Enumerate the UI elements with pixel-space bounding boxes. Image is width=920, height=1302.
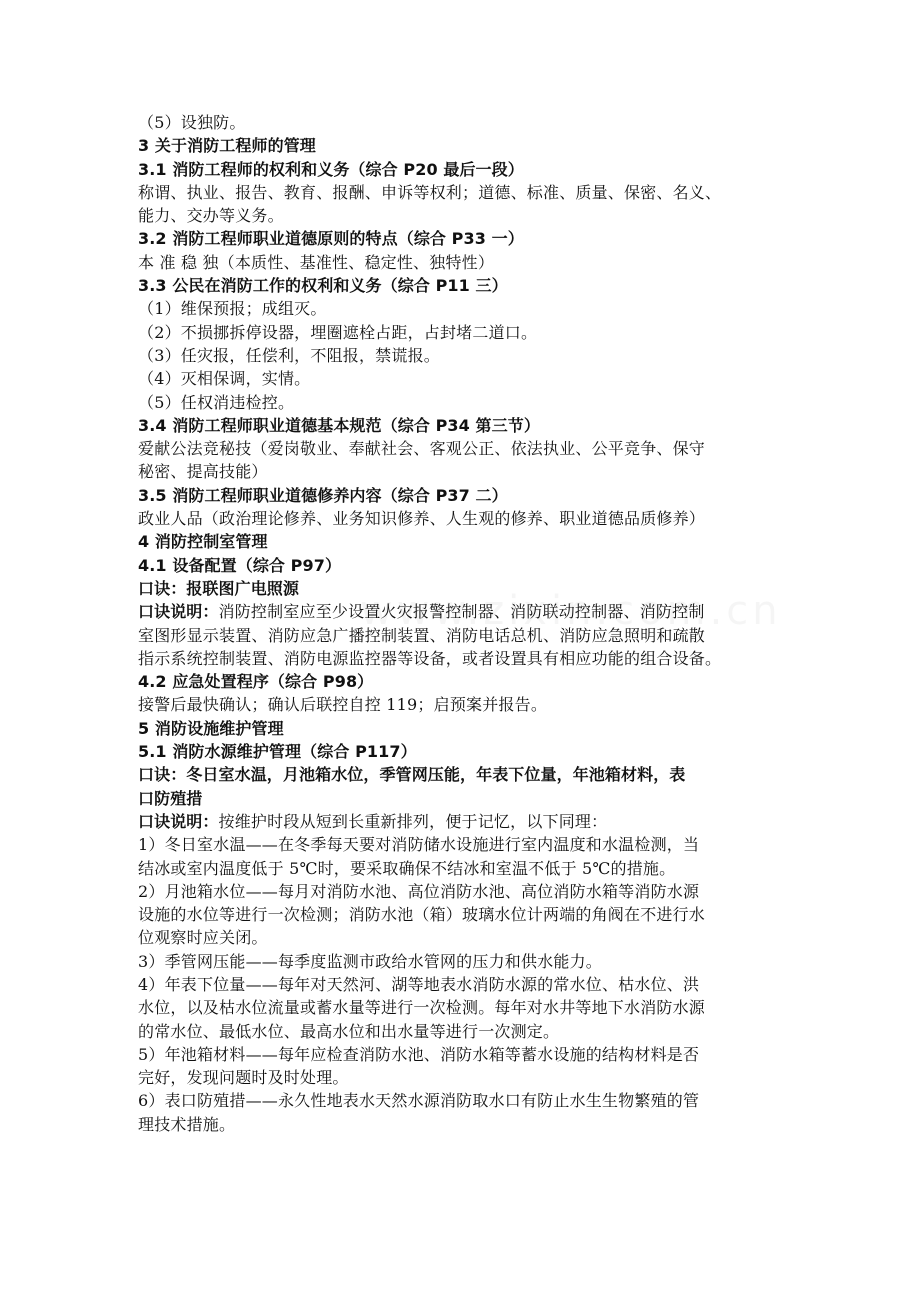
list-item: （5）任权消违检控。 bbox=[138, 392, 295, 412]
list-item: 2）月池箱水位——每月对消防水池、高位消防水池、高位消防水箱等消防水源 bbox=[138, 881, 700, 901]
paragraph-line: 理技术措施。 bbox=[138, 1114, 236, 1134]
paragraph-line: 水位，以及枯水位流量或蓄水量等进行一次检测。每年对水井等地下水消防水源 bbox=[138, 998, 706, 1018]
paragraph-line bbox=[138, 600, 784, 623]
list-item: （2）不损挪拆停设器，埋圈遮栓占距，占封堵二道口。 bbox=[138, 322, 538, 342]
list-item: 5）年池箱材料——每年应检查消防水池、消防水箱等蓄水设施的结构材料是否 bbox=[138, 1044, 700, 1064]
paragraph-line bbox=[138, 810, 784, 833]
subsection-heading: 3.4 消防工程师职业道德基本规范（综合 P34 第三节） bbox=[138, 415, 540, 435]
subsection-heading: 3.3 公民在消防工作的权利和义务（综合 P11 三） bbox=[138, 276, 508, 296]
paragraph-line: 本 准 稳 独（本质性、基准性、稳定性、独特性） bbox=[138, 252, 495, 272]
subsection-heading: 3.5 消防工程师职业道德修养内容（综合 P37 二） bbox=[138, 485, 508, 505]
subsection-heading: 4.2 应急处置程序（综合 P98） bbox=[138, 672, 374, 692]
paragraph-line: 设施的水位等进行一次检测；消防水池（箱）玻璃水位计两端的角阀在不进行水 bbox=[138, 905, 706, 925]
paragraph-text: 消防控制室应至少设置火灾报警控制器、消防联动控制器、消防控制 bbox=[218, 602, 705, 622]
list-item: 4）年表下位量——每年对天然河、湖等地表水消防水源的常水位、枯水位、洪 bbox=[138, 974, 700, 994]
paragraph-line: 指示系统控制装置、消防电源监控器等设备，或者设置具有相应功能的组合设备。 bbox=[138, 648, 722, 668]
section-heading: 4 消防控制室管理 bbox=[138, 532, 268, 552]
paragraph-line: 秘密、提高技能） bbox=[138, 462, 268, 482]
mnemonic-line: 口诀：报联图广电照源 bbox=[138, 578, 300, 598]
list-item: （1）维保预报；成组灭。 bbox=[138, 299, 327, 319]
mnemonic-line: 口防殖措 bbox=[138, 788, 203, 808]
list-item: （4）灭相保调，实情。 bbox=[138, 369, 311, 389]
paragraph-line: 完好，发现问题时及时处理。 bbox=[138, 1068, 349, 1088]
list-item: （5）设独防。 bbox=[138, 113, 246, 132]
document-page bbox=[138, 111, 784, 1136]
list-item: 3）季管网压能——每季度监测市政给水管网的压力和供水能力。 bbox=[138, 951, 602, 971]
subsection-heading: 5.1 消防水源维护管理（综合 P117） bbox=[138, 742, 417, 762]
mnemonic-line: 口诀：冬日室水温，月池箱水位，季管网压能，年表下位量，年池箱材料，表 bbox=[138, 765, 686, 785]
paragraph-line: 爱献公法竞秘技（爱岗敬业、奉献社会、客观公正、依法执业、公平竞争、保守 bbox=[138, 439, 706, 459]
mnemonic-label: 口诀说明： bbox=[138, 811, 219, 831]
paragraph-line: 能力、交办等义务。 bbox=[138, 206, 284, 226]
section-heading: 3 关于消防工程师的管理 bbox=[138, 136, 316, 156]
paragraph-line: 的常水位、最低水位、最高水位和出水量等进行一次测定。 bbox=[138, 1021, 560, 1041]
section-heading: 5 消防设施维护管理 bbox=[138, 718, 284, 738]
subsection-heading: 3.2 消防工程师职业道德原则的特点（综合 P33 一） bbox=[138, 229, 524, 249]
subsection-heading: 4.1 设备配置（综合 P97） bbox=[138, 555, 342, 575]
paragraph-text: 按维护时段从短到长重新排列，便于记忆，以下同理： bbox=[218, 811, 608, 831]
paragraph-line: 称谓、执业、报告、教育、报酬、申诉等权利；道德、标准、质量、保密、名义、 bbox=[138, 182, 722, 202]
mnemonic-label: 口诀说明： bbox=[138, 602, 219, 622]
subsection-heading: 3.1 消防工程师的权利和义务（综合 P20 最后一段） bbox=[138, 159, 524, 179]
list-item: 6）表口防殖措——永久性地表水天然水源消防取水口有防止水生生物繁殖的管 bbox=[138, 1091, 700, 1111]
paragraph-line: 政业人品（政治理论修养、业务知识修养、人生观的修养、职业道德品质修养） bbox=[138, 509, 706, 529]
list-item: 1）冬日室水温——在冬季每天要对消防储水设施进行室内温度和水温检测，当 bbox=[138, 835, 700, 855]
paragraph-line: 室图形显示装置、消防应急广播控制装置、消防电话总机、消防应急照明和疏散 bbox=[138, 625, 706, 645]
list-item: （3）任灾报，任偿利，不阻报，禁谎报。 bbox=[138, 345, 440, 365]
paragraph-line: 结冰或室内温度低于 5℃时，要采取确保不结冰和室温不低于 5℃的措施。 bbox=[138, 858, 676, 878]
paragraph-line: 接警后最快确认；确认后联控自控 119；启预案并报告。 bbox=[138, 695, 548, 715]
paragraph-line: 位观察时应关闭。 bbox=[138, 928, 268, 948]
